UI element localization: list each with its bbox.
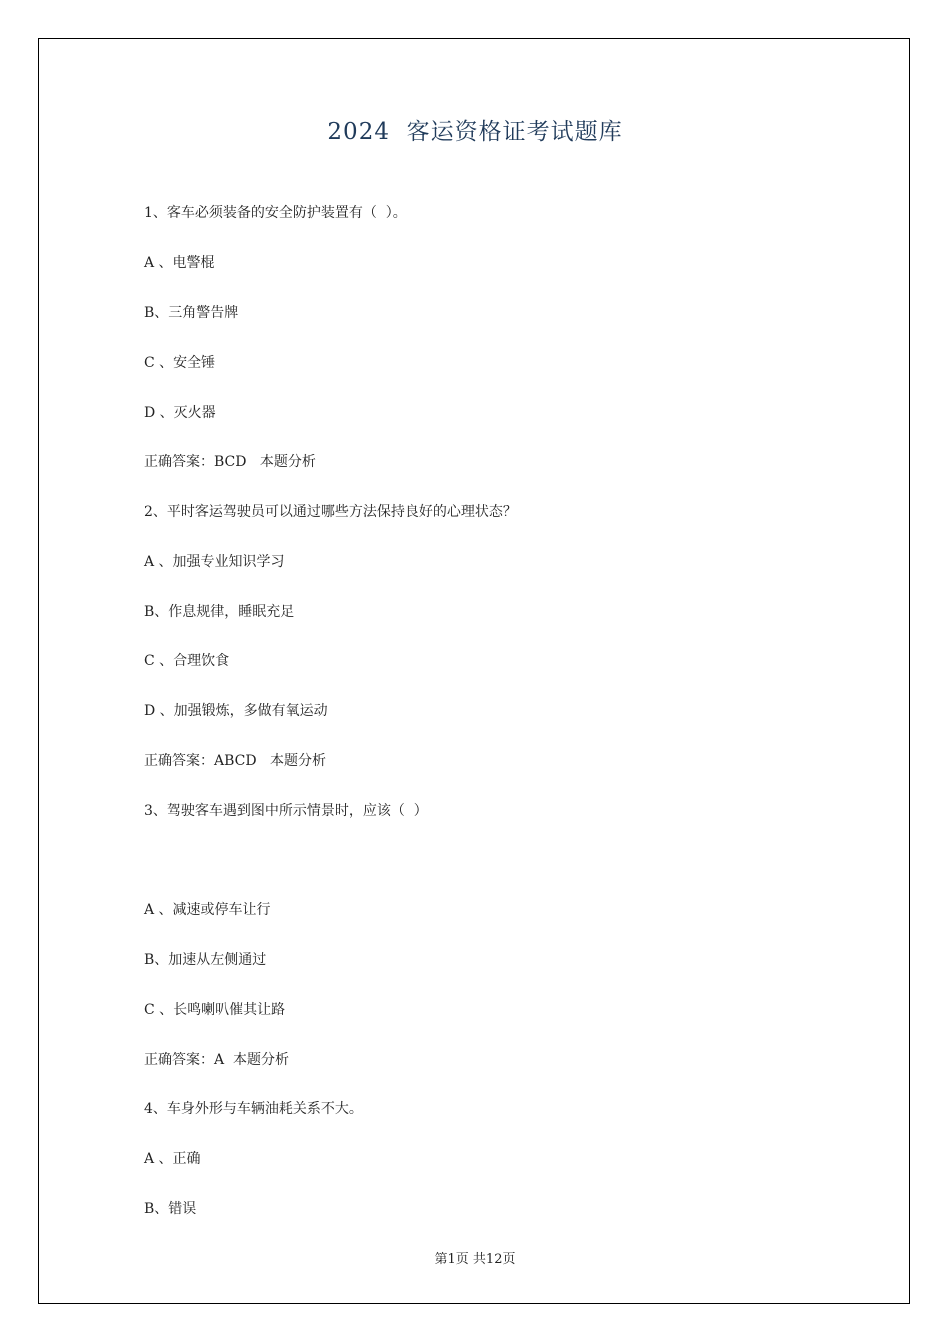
question-2-text: 2、平时客运驾驶员可以通过哪些方法保持良好的心理状态？ <box>144 504 517 520</box>
question-1-option-d: D 、灭火器 <box>144 405 216 421</box>
question-1-answer: 正确答案：BCD 本题分析 <box>144 454 316 470</box>
page-title: 2024 客运资格证考试题库 <box>327 119 623 145</box>
question-2-option-b: B、作息规律，睡眠充足 <box>144 604 295 620</box>
question-3-text: 3、驾驶客车遇到图中所示情景时，应该（ ） <box>144 803 428 819</box>
question-1-text: 1、客车必须装备的安全防护装置有（ ）。 <box>144 205 407 221</box>
question-2-option-a: A 、加强专业知识学习 <box>144 554 285 570</box>
question-3-option-a: A 、减速或停车让行 <box>144 902 271 918</box>
question-2-answer: 正确答案：ABCD 本题分析 <box>144 753 326 769</box>
question-3-option-c: C 、长鸣喇叭催其让路 <box>144 1002 286 1018</box>
question-4-option-b: B、错误 <box>144 1201 197 1217</box>
question-3-option-b: B、加速从左侧通过 <box>144 952 267 968</box>
question-2-option-d: D 、加强锻炼，多做有氧运动 <box>144 703 328 719</box>
question-4-text: 4、车身外形与车辆油耗关系不大。 <box>144 1101 363 1117</box>
question-3-answer: 正确答案：A 本题分析 <box>144 1052 290 1068</box>
question-4-option-a: A 、正确 <box>144 1151 201 1167</box>
question-1-option-a: A 、电警棍 <box>144 255 215 271</box>
question-1-option-b: B、三角警告牌 <box>144 305 239 321</box>
page-number-footer: 第1页 共12页 <box>434 1252 516 1267</box>
question-1-option-c: C 、安全锤 <box>144 355 216 371</box>
question-2-option-c: C 、合理饮食 <box>144 653 230 669</box>
